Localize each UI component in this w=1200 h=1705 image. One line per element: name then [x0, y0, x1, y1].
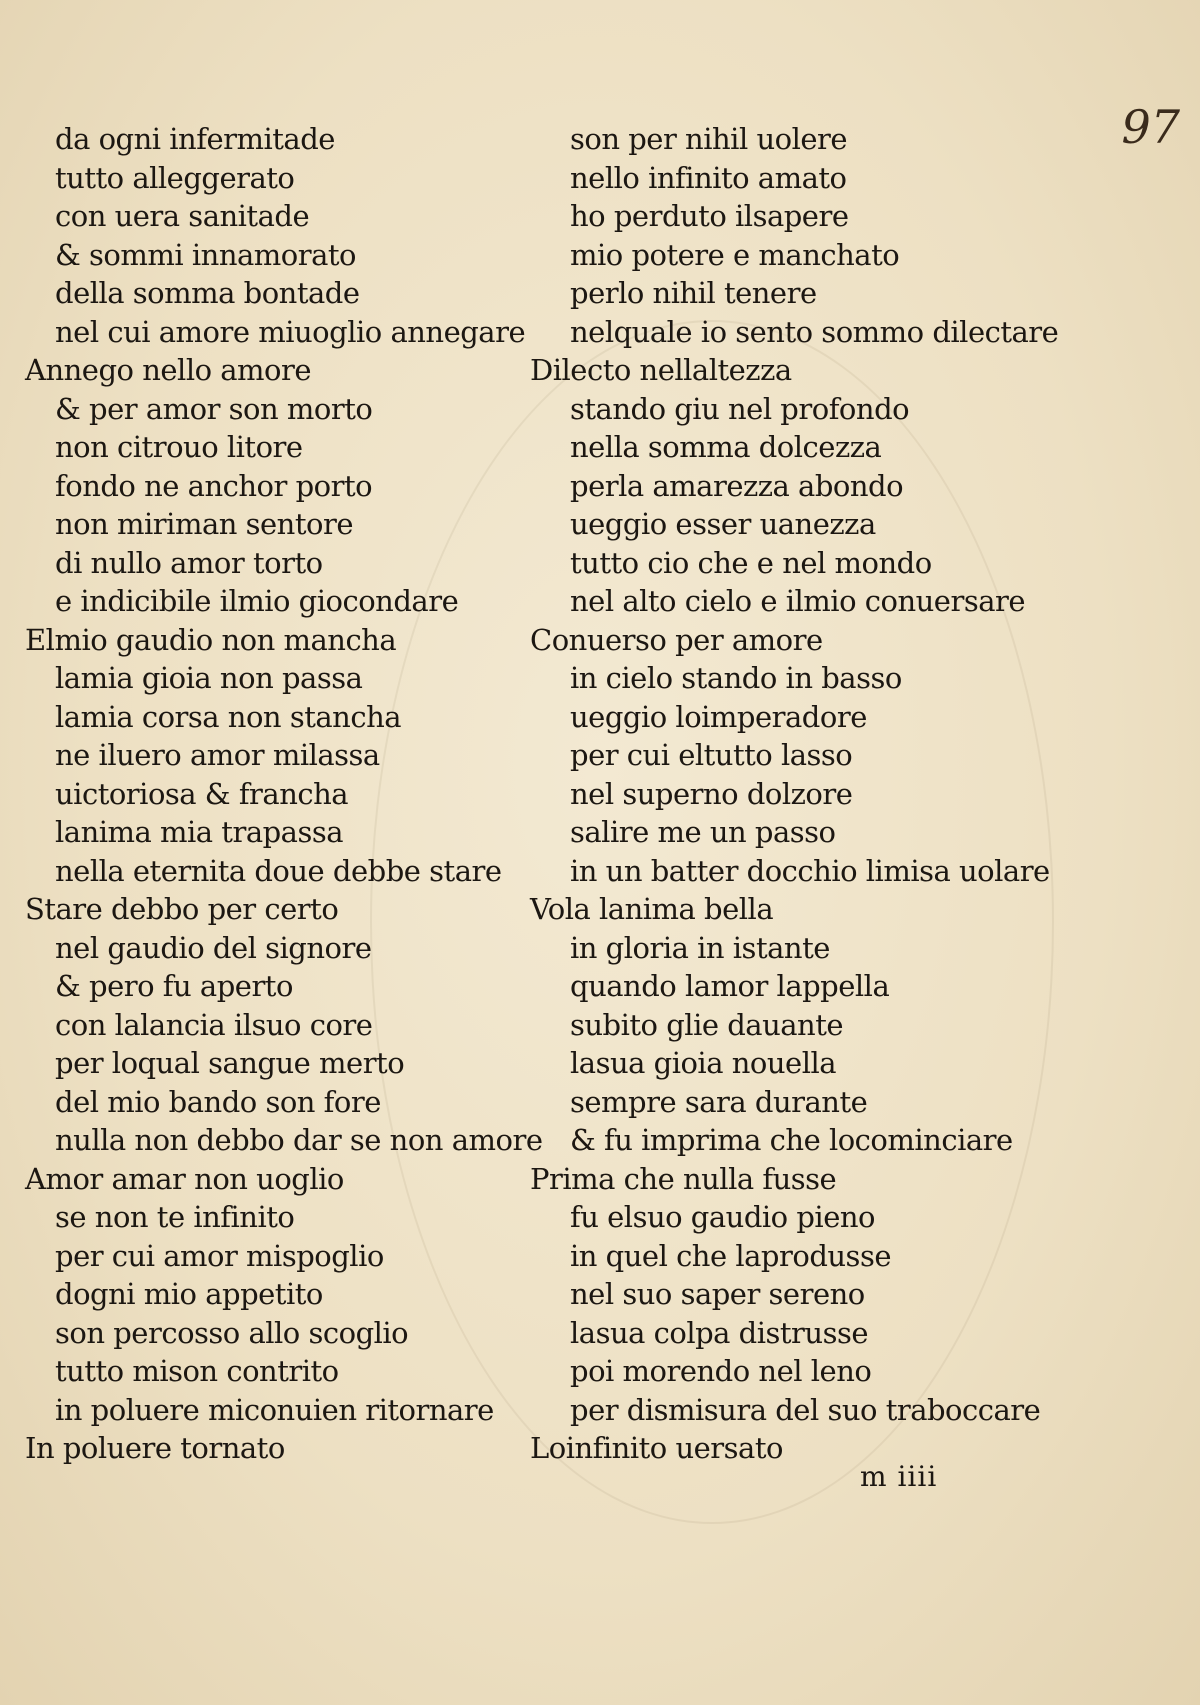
verse-line: e indicibile ilmio giocondare [55, 584, 459, 618]
verse-line: salire me un passo [570, 815, 836, 849]
verse-line: per cui eltutto lasso [570, 738, 853, 772]
right-column [530, 120, 1058, 1468]
verse-line: lanima mia trapassa [55, 815, 344, 849]
verse-line: lamia gioia non passa [55, 661, 363, 695]
verse-line: nel cui amore miuoglio annegare [55, 314, 526, 349]
verse-line: ueggio loimperadore [570, 699, 867, 734]
verse-line: ne iluero amor milassa [55, 738, 380, 772]
verse-line: nel superno dolzore [570, 776, 853, 811]
verse-line: tutto cio che e nel mondo [570, 545, 932, 580]
verse-line: nella somma dolcezza [570, 430, 882, 464]
verse-line: perla amarezza abondo [570, 468, 904, 503]
verse-line: in gloria in istante [570, 930, 830, 965]
verse-line: tutto mison contrito [55, 1354, 339, 1388]
verse-line: per loqual sangue merto [55, 1046, 405, 1080]
verse-line: uictoriosa & francha [55, 776, 349, 811]
verse-line: della somma bontade [55, 276, 360, 310]
verse-line: nel gaudio del signore [55, 930, 372, 965]
verse-line: se non te infinito [55, 1200, 295, 1234]
stanza-first-line: Conuerso per amore [530, 622, 823, 657]
stanza-first-line: Prima che nulla fusse [530, 1161, 837, 1196]
verse-line: & per amor son morto [55, 391, 373, 426]
stanza-first-line: Elmio gaudio non mancha [25, 622, 397, 657]
verse-line: poi morendo nel leno [570, 1354, 872, 1388]
folio-number: 97 [1121, 100, 1180, 154]
verse-line: son percosso allo scoglio [55, 1315, 409, 1350]
verse-line: lasua colpa distrusse [570, 1315, 869, 1350]
verse-line: in quel che laprodusse [570, 1238, 891, 1273]
verse-line: mio potere e manchato [570, 237, 900, 272]
verse-line: in un batter docchio limisa uolare [570, 853, 1050, 888]
verse-line: del mio bando son fore [55, 1084, 381, 1119]
verse-line: perlo nihil tenere [570, 276, 817, 310]
verse-line: dogni mio appetito [55, 1277, 323, 1311]
verse-line: & sommi innamorato [55, 237, 357, 272]
verse-line: son per nihil uolere [570, 122, 848, 156]
verse-line: subito glie dauante [570, 1007, 844, 1042]
stanza-first-line: Annego nello amore [25, 353, 312, 387]
verse-line: lamia corsa non stancha [55, 699, 402, 734]
verse-line: ueggio esser uanezza [570, 507, 876, 541]
verse-line: fondo ne anchor porto [55, 468, 373, 503]
verse-line: con lalancia ilsuo core [55, 1007, 373, 1042]
verse-line: da ogni infermitade [55, 122, 335, 156]
verse-line: nel suo saper sereno [570, 1277, 865, 1311]
stanza-first-line: Stare debbo per certo [25, 892, 339, 926]
verse-line: sempre sara durante [570, 1084, 868, 1119]
verse-line: nelquale io sento sommo dilectare [570, 314, 1059, 349]
verse-line: non miriman sentore [55, 507, 353, 541]
verse-line: quando lamor lappella [570, 969, 890, 1003]
verse-line: & fu imprima che locominciare [570, 1123, 1013, 1157]
verse-line: per cui amor mispoglio [55, 1238, 384, 1273]
stanza-first-line: Vola lanima bella [530, 892, 774, 926]
verse-line: nulla non debbo dar se non amore [55, 1123, 543, 1157]
verse-line: ho perduto ilsapere [570, 199, 849, 233]
verse-line: non citrouo litore [55, 430, 303, 464]
verse-line: in cielo stando in basso [570, 661, 902, 695]
verse-line: lasua gioia nouella [570, 1046, 837, 1080]
verse-line: in poluere miconuien ritornare [55, 1392, 494, 1427]
signature-mark: m iiii [860, 1460, 938, 1493]
verse-line: di nullo amor torto [55, 545, 323, 580]
verse-line: tutto alleggerato [55, 160, 295, 195]
verse-line: nel alto cielo e ilmio conuersare [570, 584, 1026, 618]
verse-line: stando giu nel profondo [570, 391, 910, 426]
verse-line: nella eternita doue debbe stare [55, 853, 502, 888]
stanza-first-line: Amor amar non uoglio [25, 1161, 344, 1196]
verse-line: & pero fu aperto [55, 969, 293, 1003]
stanza-first-line: Loinfinito uersato [530, 1431, 783, 1465]
verse-line: per dismisura del suo traboccare [570, 1392, 1041, 1427]
left-column [25, 120, 542, 1468]
verse-line: con uera sanitade [55, 199, 310, 233]
verse-line: fu elsuo gaudio pieno [570, 1200, 875, 1234]
stanza-first-line: In poluere tornato [25, 1431, 285, 1465]
verse-line: nello infinito amato [570, 160, 847, 195]
stanza-first-line: Dilecto nellaltezza [530, 353, 792, 387]
